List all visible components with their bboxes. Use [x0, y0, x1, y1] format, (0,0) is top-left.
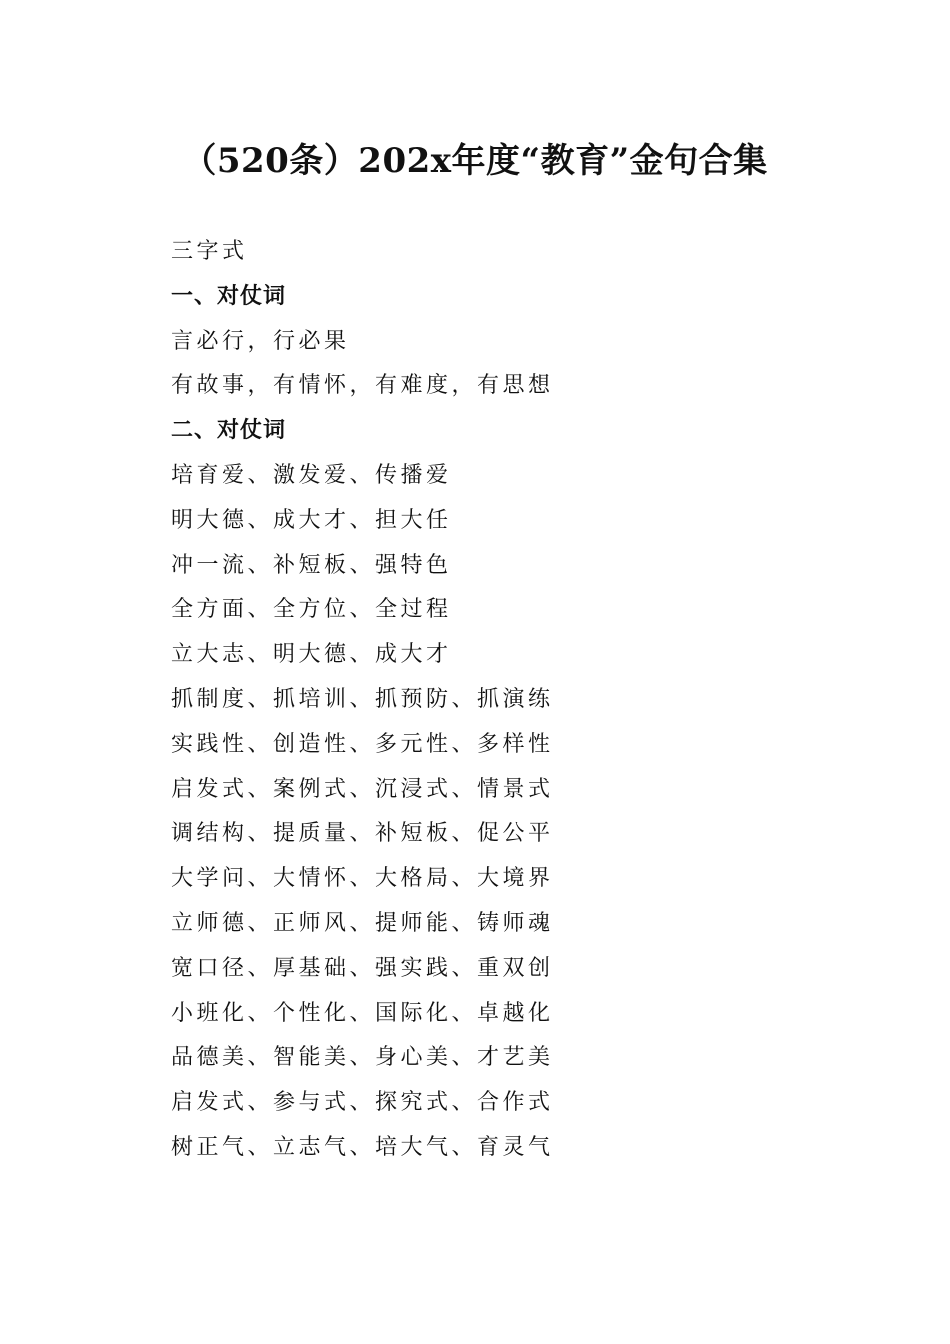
text-line: 抓制度、抓培训、抓预防、抓演练 — [171, 686, 554, 712]
text-line: 冲一流、补短板、强特色 — [171, 552, 452, 578]
text-line: 立师德、正师风、提师能、铸师魂 — [171, 910, 554, 936]
text-line: 全方面、全方位、全过程 — [171, 597, 452, 623]
text-line: 大学问、大情怀、大格局、大境界 — [171, 866, 554, 892]
text-line: 三字式 — [171, 239, 248, 264]
text-line: 有故事，有情怀，有难度，有思想 — [171, 373, 554, 399]
text-line: 实践性、创造性、多元性、多样性 — [171, 731, 554, 757]
text-line: 小班化、个性化、国际化、卓越化 — [171, 1000, 554, 1026]
text-line: 宽口径、厚基础、强实践、重双创 — [171, 955, 554, 981]
text-line: 调结构、提质量、补短板、促公平 — [171, 821, 554, 847]
document-title: （520条）202x年度“教育”金句合集 — [182, 141, 768, 181]
text-line: 立大志、明大德、成大才 — [171, 642, 452, 668]
section-heading: 一、对仗词 — [171, 283, 287, 309]
text-line: 培育爱、激发爱、传播爱 — [171, 462, 452, 488]
text-line: 启发式、参与式、探究式、合作式 — [171, 1090, 554, 1116]
text-line: 品德美、智能美、身心美、才艺美 — [171, 1045, 554, 1071]
text-line: 启发式、案例式、沉浸式、情景式 — [171, 776, 554, 802]
text-line: 树正气、立志气、培大气、育灵气 — [171, 1134, 554, 1160]
document-body — [171, 230, 871, 1171]
section-heading: 二、对仗词 — [171, 418, 287, 444]
text-line: 言必行，行必果 — [171, 328, 350, 354]
text-line: 明大德、成大才、担大任 — [171, 507, 452, 533]
